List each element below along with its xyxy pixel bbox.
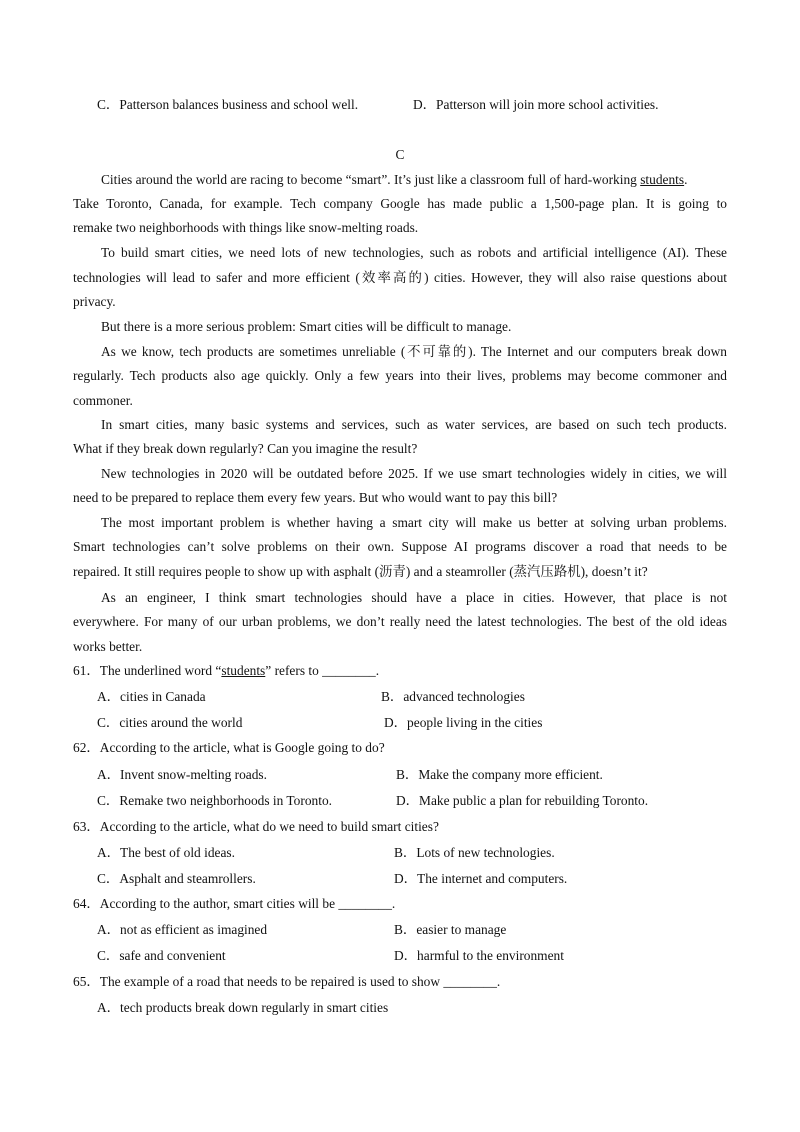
question-62-stem: 62．According to the article, what is Google going to do? [73,740,385,755]
prev-option-c: C．Patterson balances business and school well. [97,97,359,112]
passage-p7-line3: repaired. It still requires people to show up with asphalt (沥青) and a steamroller (蒸汽压路机), doesn’t it? [73,564,648,579]
underlined-word-students: students [640,172,685,187]
question-62-option-d[interactable]: D．Make public a plan for rebuilding Toronto. [396,793,649,808]
question-64-option-d[interactable]: D．harmful to the environment [394,948,564,963]
passage-p1-line2: Take Toronto, Canada, for example. Tech company Google has made public a 1,500-page plan. It is going to [73,196,727,211]
passage-p2-line1: To build smart cities, we need lots of new technologies, such as robots and artificial intelligence (AI). These [101,245,727,260]
question-61-option-b[interactable]: B．advanced technologies [381,689,525,704]
passage-p5-line1: In smart cities, many basic systems and services, such as water services, are based on such tech products. [101,417,727,432]
question-62-option-a[interactable]: A．Invent snow-melting roads. [97,767,267,782]
passage-p1-line3: remake two neighborhoods with things like snow-melting roads. [73,220,419,235]
question-64-stem: 64．According to the author, smart cities will be ________. [73,896,396,911]
question-65-option-a[interactable]: A．tech products break down regularly in smart cities [97,1000,389,1015]
passage-p2-line2: technologies will lead to safer and more efficient (效率高的) cities. However, they will also raise questions about [73,270,727,285]
passage-p7-line1: The most important problem is whether having a smart city will make us better at solving urban problems. [101,515,727,530]
passage-p7-line2: Smart technologies can’t solve problems on their own. Suppose AI programs discover a road that needs to be [73,539,727,554]
question-63-option-c[interactable]: C．Asphalt and steamrollers. [97,871,256,886]
underlined-word-students-q: students [221,663,266,678]
question-61-stem: 61．The underlined word “students” refers to ________. [73,663,380,678]
question-62-option-b[interactable]: B．Make the company more efficient. [396,767,603,782]
question-64-option-c[interactable]: C．safe and convenient [97,948,226,963]
question-64-option-b[interactable]: B．easier to manage [394,922,507,937]
question-61-option-c[interactable]: C．cities around the world [97,715,243,730]
prev-option-d: D．Patterson will join more school activities. [413,97,659,112]
passage-p8-line3: works better. [73,639,143,654]
passage-p8-line2: everywhere. For many of our urban problems, we don’t really need the latest technologies. The best of the old ideas [73,614,727,629]
passage-p3-line1: But there is a more serious problem: Smart cities will be difficult to manage. [101,319,512,334]
question-61-option-d[interactable]: D．people living in the cities [384,715,543,730]
passage-p6-line2: need to be prepared to replace them every few years. But who would want to pay this bill? [73,490,558,505]
question-64-option-a[interactable]: A．not as efficient as imagined [97,922,268,937]
question-62-option-c[interactable]: C．Remake two neighborhoods in Toronto. [97,793,332,808]
passage-p2-line3: privacy. [73,294,116,309]
passage-p4-line2: regularly. Tech products also age quickly. Only a few years into their lives, problems may become commoner and [73,368,727,383]
passage-p6-line1: New technologies in 2020 will be outdated before 2025. If we use smart technologies widely in cities, we will [101,466,727,481]
passage-p4-line1: As we know, tech products are sometimes unreliable (不可靠的). The Internet and our computers break down [101,344,727,359]
passage-p5-line2: What if they break down regularly? Can you imagine the result? [73,441,418,456]
section-label: C [395,147,405,162]
question-65-stem: 65．The example of a road that needs to be repaired is used to show ________. [73,974,501,989]
passage-p1-line1: Cities around the world are racing to become “smart”. It’s just like a classroom full of hard-working students. [101,172,688,187]
passage-p8-line1: As an engineer, I think smart technologies should have a place in cities. However, that place is not [101,590,727,605]
passage-p4-line3: commoner. [73,393,133,408]
question-61-option-a[interactable]: A．cities in Canada [97,689,206,704]
question-63-option-a[interactable]: A．The best of old ideas. [97,845,235,860]
question-63-stem: 63．According to the article, what do we need to build smart cities? [73,819,439,834]
question-63-option-d[interactable]: D．The internet and computers. [394,871,568,886]
question-63-option-b[interactable]: B．Lots of new technologies. [394,845,555,860]
